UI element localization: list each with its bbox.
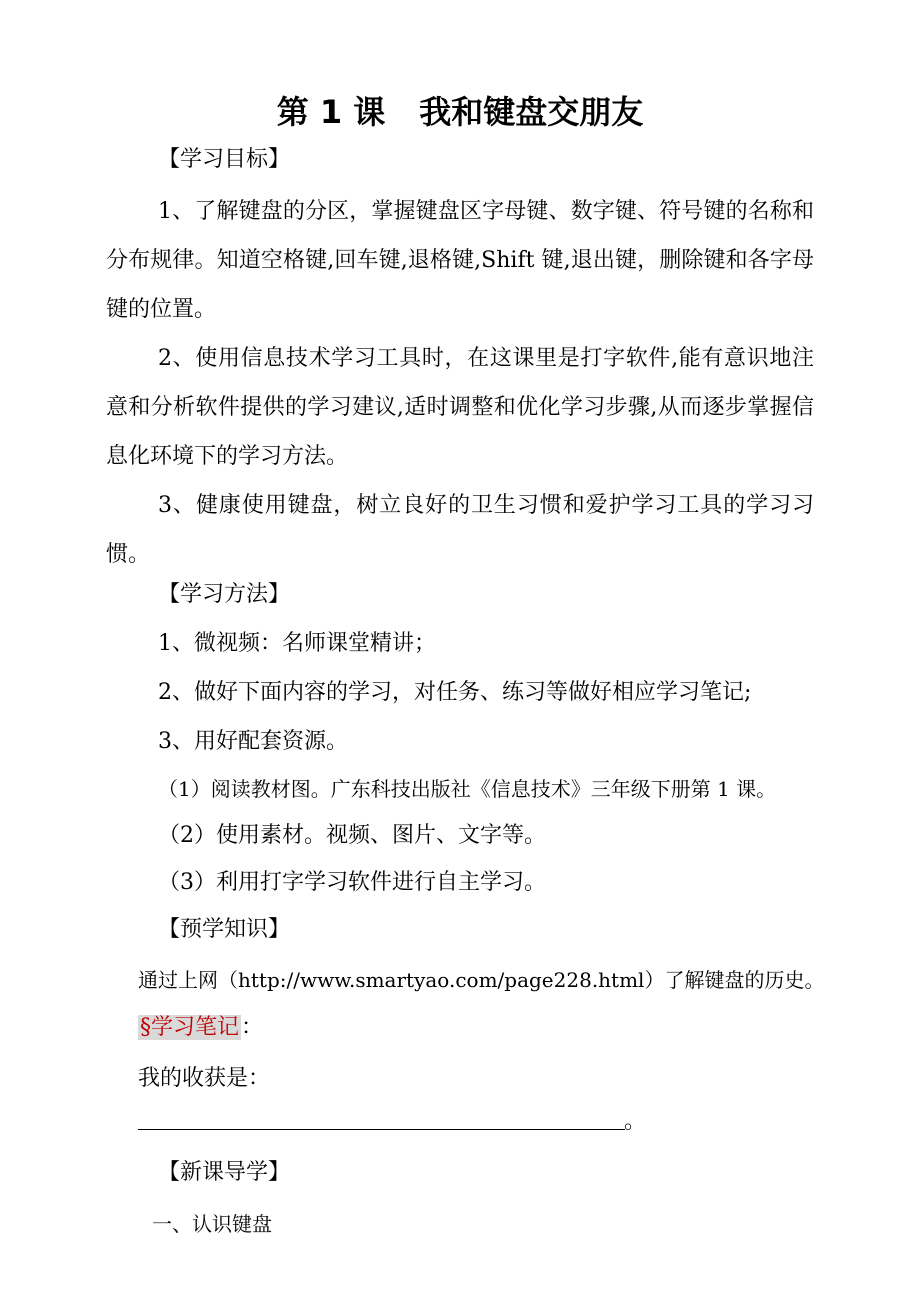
section-1-heading: 一、认识键盘 (152, 1212, 272, 1236)
method-item-3: 3、用好配套资源。 (158, 729, 348, 754)
objectives-heading: 【学习目标】 (158, 147, 291, 172)
lesson-number: 第 1 课 (276, 93, 386, 131)
lesson-name: 我和键盘交朋友 (419, 93, 644, 131)
method-sub-item-3: （3）利用打字学习软件进行自主学习。 (158, 870, 546, 895)
objective-item-2: 2、使用信息技术学习工具时，在这课里是打字软件,能有意识地注意和分析软件提供的学习建议,适时调整和优化学习步骤,从而逐步掌握信息化环境下的学习方法。 (106, 346, 814, 469)
methods-heading: 【学习方法】 (158, 582, 291, 607)
objective-item-1: 1、了解键盘的分区，掌握键盘区字母键、数字键、符号键的名称和分布规律。知道空格键,回车键,退格键,Shift 键,退出键，删除键和各字母键的位置。 (106, 199, 814, 322)
preview-heading: 【预学知识】 (158, 917, 291, 942)
objective-item-3: 3、健康使用键盘，树立良好的卫生习惯和爱护学习工具的学习习惯。 (106, 493, 814, 567)
method-sub-item-1: （1）阅读教材图。广东科技出版社《信息技术》三年级下册第 1 课。 (158, 777, 777, 801)
study-notes-line (138, 1012, 263, 1044)
method-sub-item-2: （2）使用素材。视频、图片、文字等。 (158, 823, 546, 848)
gains-prompt: 我的收获是： (138, 1066, 271, 1091)
new-lesson-heading: 【新课导学】 (158, 1160, 291, 1185)
answer-end-mark: 。 (624, 1109, 647, 1134)
lesson-title (0, 88, 920, 136)
study-notes-colon: ： (241, 1015, 264, 1040)
method-item-1: 1、微视频：名师课堂精讲； (158, 631, 436, 656)
preview-text: 通过上网（http://www.smartyao.com/page228.html）了解键盘的历史。 (138, 968, 825, 992)
method-item-2: 2、做好下面内容的学习，对任务、练习等做好相应学习笔记; (158, 680, 752, 705)
study-notes-label: §学习笔记 (140, 1015, 240, 1040)
answer-blank-line (138, 1129, 625, 1130)
